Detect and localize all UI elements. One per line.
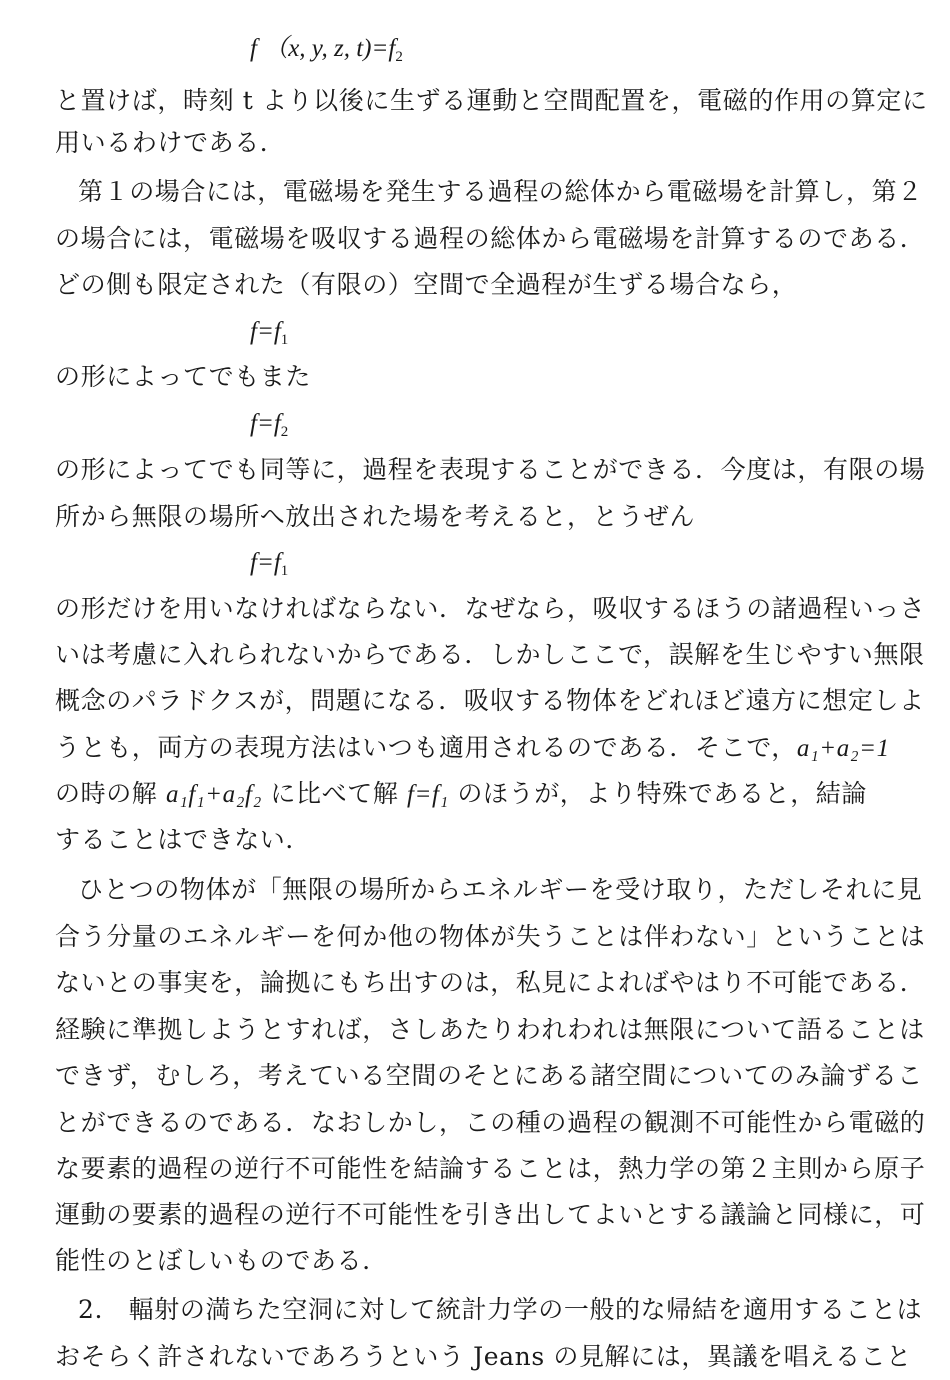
paragraph-line: 2. 輻射の満ちた空洞に対して統計力学の一般的な帰結を適用することは (78, 1295, 923, 1324)
formula-subscript: 1 (280, 563, 289, 579)
line-text: うとも，両方の表現方法はいつも適用されるのである．そこで， (55, 733, 797, 762)
paragraph-line: 用いるわけである． (55, 128, 286, 157)
paragraph-line: な要素的過程の逆行不可能性を結論することは，熱力学の第２主則から原子 (55, 1154, 926, 1183)
formula-subscript: 1 (280, 332, 289, 348)
paragraph-line-with-math (55, 777, 895, 817)
paragraph-line: 能性のとぼしいものである． (55, 1246, 388, 1275)
formula-f-eq-f2 (250, 407, 288, 447)
paragraph-line: とができるのである．なおしかし，この種の過程の観測不可能性から電磁的 (55, 1108, 926, 1137)
paragraph-line: 経験に準拠しようとすれば，さしあたりわれわれは無限について語ることは (55, 1015, 925, 1044)
paragraph-line: 第１の場合には，電磁場を発生する過程の総体から電磁場を計算し，第２ (78, 177, 923, 206)
paragraph-line: できず，むしろ，考えている空間のそとにある諸空間についてのみ論ずるこ (55, 1061, 923, 1090)
formula-subscript: 2 (280, 424, 289, 440)
paragraph-line: どの側も限定された（有限の）空間で全過程が生ずる場合なら， (55, 270, 798, 299)
paragraph-line: と置けば，時刻 t より以後に生ずる運動と空間配置を，電磁的作用の算定に (55, 86, 928, 115)
formula-f-xyzt (250, 32, 403, 72)
paragraph-line: ひとつの物体が「無限の場所からエネルギーを受け取り，ただしそれに見 (78, 875, 923, 904)
formula-f-eq-f1 (250, 315, 288, 355)
paragraph-line: 概念のパラドクスが，問題になる．吸収する物体をどれほど遠方に想定しよ (55, 686, 925, 715)
line-text: に比べて解 (261, 779, 407, 808)
paragraph-line: の形だけを用いなければならない．なぜなら，吸収するほうの諸過程いっさ (55, 594, 926, 623)
paragraph-line: の形によってでも同等に，過程を表現することができる．今度は，有限の場 (55, 455, 926, 484)
formula-text: f=f (250, 410, 281, 437)
paragraph-line: することはできない． (55, 825, 312, 854)
paragraph-line: 所から無限の場所へ放出された場を考えると，とうぜん (55, 502, 696, 531)
line-text: のほうが，より特殊であると，結論 (448, 779, 868, 808)
paragraph-line: おそらく許されないであろうという Jeans の見解には，異議を唱えること (55, 1342, 912, 1371)
formula-subscript: 2 (395, 49, 403, 65)
formula-f-eq-f1-second (250, 546, 288, 586)
inline-math: a₁+a₂=1 (796, 735, 890, 762)
paragraph-line: の場合には，電磁場を吸収する過程の総体から電磁場を計算するのである． (55, 224, 926, 253)
paragraph-line: 運動の要素的過程の逆行不可能性を引き出してよいとする議論と同様に，可 (55, 1200, 926, 1229)
paragraph-line: 合う分量のエネルギーを何か他の物体が失うことは伴わない」ということは (55, 922, 926, 951)
paragraph-line: ないとの事実を，論拠にもち出すのは，私見によればやはり不可能である． (55, 968, 926, 997)
inline-math: f=f₁ (407, 781, 449, 808)
paragraph-line-with-math (55, 731, 895, 771)
paragraph-line: の形によってでもまた (55, 362, 312, 391)
line-text: の時の解 (55, 779, 158, 808)
formula-text: f （x, y, z, t)=f (250, 35, 396, 62)
paragraph-line: いは考慮に入れられないからである．しかしここで，誤解を生じやすい無限 (55, 640, 925, 669)
inline-math: a₁f₁+a₂f₂ (165, 781, 262, 808)
formula-text: f=f (250, 549, 281, 576)
formula-text: f=f (250, 318, 281, 345)
